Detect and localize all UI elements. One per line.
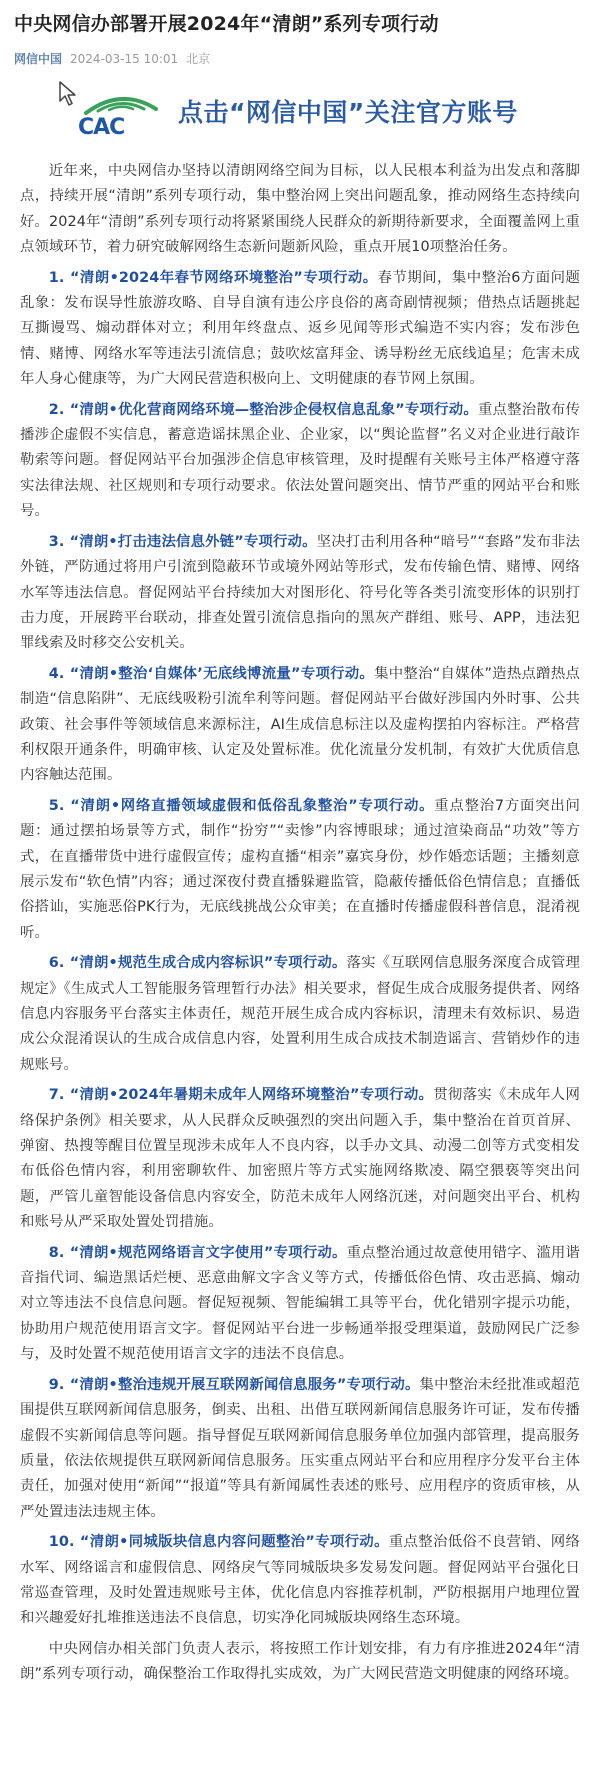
article-paragraph xyxy=(20,266,580,393)
article-date: 2024-03-15 10:01 xyxy=(70,51,179,66)
article-location: 北京 xyxy=(186,52,211,66)
article-paragraph xyxy=(20,398,580,525)
article-paragraph xyxy=(20,1083,580,1235)
article-paragraph xyxy=(20,159,580,261)
banner-text: 点击“网信中国”关注官方账号 xyxy=(178,98,518,127)
paragraph-text: 近年来，中央网信办坚持以清朗网络空间为目标，以人民根本利益为出发点和落脚点，持续开展“清朗”系列专项行动，集中整治网上突出问题乱象，推动网络生态持续向好。2024年“清朗”系列专项行动将紧紧围绕人民群众的新期待新要求，全面覆盖网上重点领域环节，着力研究破解网络生态新问题新风险，重点开展10项整治任务。 xyxy=(20,163,580,256)
article-paragraph xyxy=(20,662,580,789)
paragraph-text: 春节期间，集中整治6方面问题乱象：发布误导性旅游攻略、自导自演有违公序良俗的离奇剧情视频；借热点话题挑起互撕谩骂、煽动群体对立；利用年终盘点、返乡见闻等形式编造不实内容；发布涉色情、赌博、网络水军等违法引流信息；鼓吹炫富拜金、诱导粉丝无底线追星；危害未成年人身心健康等，为广大网民营造积极向上、文明健康的春节网上氛围。 xyxy=(20,269,580,388)
paragraph-text: 贯彻落实《未成年人网络保护条例》相关要求，从人民群众反映强烈的突出问题入手，集中整治在首页首屏、弹窗、热搜等醒目位置呈现涉未成年人不良内容，以手办文具、动漫二创等方式变相发布低俗色情内容，利用密聊软件、加密照片等方式实施网络欺凌、隔空猥亵等突出问题，严管儿童智能设备信息内容安全，防范未成年人网络沉迷，对问题突出平台、机构和账号从严采取处置处罚措施。 xyxy=(20,1087,580,1231)
paragraph-heading: 4. “清朗•整治‘自媒体’无底线博流量”专项行动。 xyxy=(48,665,375,682)
paragraph-heading: 3. “清朗•打击违法信息外链”专项行动。 xyxy=(48,533,317,550)
article-paragraph xyxy=(20,1373,580,1525)
article-paragraph xyxy=(20,951,580,1078)
article-paragraph xyxy=(20,530,580,657)
article-paragraph xyxy=(20,1637,580,1688)
paragraph-heading: 7. “清朗•2024年暑期未成年人网络环境整治”专项行动。 xyxy=(48,1087,434,1104)
paragraph-heading: 1. “清朗•2024年春节网络环境整治”专项行动。 xyxy=(48,269,378,286)
paragraph-heading: 6. “清朗•规范生成合成内容标识”专项行动。 xyxy=(48,955,347,972)
article-meta xyxy=(14,50,586,67)
article-source[interactable]: 网信中国 xyxy=(14,52,63,66)
article-title: 中央网信办部署开展2024年“清朗”系列专项行动 xyxy=(14,13,439,35)
paragraph-text: 集中整治未经批准或超范围提供互联网新闻信息服务，倒卖、出租、出借互联网新闻信息服务许可证，发布传播虚假不实新闻信息等问题。指导督促互联网新闻信息服务单位加强内部管理，提高服务质量，依法依规提供互联网新闻信息服务。压实重点网站平台和应用程序分发平台主体责任，加强对使用“新闻”“报道”等具有新闻属性表述的账号、应用程序的资质审核，从严处置违法违规主体。 xyxy=(20,1376,580,1520)
logo-text: CAC xyxy=(78,115,125,140)
paragraph-text: 集中整治“自媒体”造热点蹭热点制造“信息陷阱”、无底线吸粉引流牟利等问题。督促网站平台做好涉国内外时事、公共政策、社会事件等领域信息来源标注，AI生成信息标注以及虚构摆拍内容标注。严格营利权限开通条件，明确审核、认定及处置标准。优化流量分发机制，有效扩大优质信息内容触达范围。 xyxy=(20,665,580,784)
article-body xyxy=(14,159,586,1688)
paragraph-text: 中央网信办相关部门负责人表示，将按照工作计划安排，有力有序推进2024年“清朗”系列专项行动，确保整治工作取得扎实成效，为广大网民营造文明健康的网络环境。 xyxy=(20,1640,580,1683)
paragraph-heading: 9. “清朗•整治违规开展互联网新闻信息服务”专项行动。 xyxy=(48,1376,420,1393)
paragraph-text: 重点整治散布传播涉企虚假不实信息，蓄意造谣抹黑企业、企业家，以“舆论监督”名义对企业进行敲诈勒索等问题。督促网站平台加强涉企信息审核管理，及时提醒有关账号主体严格遵守落实法律法规、社区规则和专项行动要求。依法处置问题突出、情节严重的网站平台和账号。 xyxy=(20,401,581,520)
paragraph-text: 坚决打击利用各种“暗号”“套路”发布非法外链，严防通过将用户引流到隐蔽环节或境外网站等形式，发布传输色情、赌博、网络水军等违法信息。督促网站平台持续加大对图形化、符号化等各类引流变形体的识别打击力度，开展跨平台联动，排查处置引流信息指向的黑灰产群组、账号、APP，违法犯罪线索及时移交公安机关。 xyxy=(20,533,580,652)
paragraph-text: 重点整治低俗不良营销、网络水军、网络谣言和虚假信息、网络戾气等同城版块多发易发问题。督促网站平台强化日常巡查管理，及时处置违规账号主体，优化信息内容推荐机制，严防根据用户地理位置和兴趣爱好扎堆推送违法不良信息，切实净化同城版块网络生态环境。 xyxy=(20,1534,580,1627)
paragraph-heading: 8. “清朗•规范网络语言文字使用”专项行动。 xyxy=(48,1244,347,1261)
article-paragraph xyxy=(20,1530,580,1632)
article-paragraph xyxy=(20,1241,580,1368)
paragraph-heading: 2. “清朗•优化营商网络环境—整治涉企侵权信息乱象”专项行动。 xyxy=(48,401,478,418)
paragraph-text: 重点整治7方面突出问题：通过摆拍场景等方式，制作“扮穷”“卖惨”内容博眼球；通过渲染商品“功效”等方式，在直播带货中进行虚假宣传；虚构直播“相亲”嘉宾身份，炒作婚恋话题；主播刻意展示发布“软色情”内容；通过深夜付费直播躲避监管，隐蔽传播低俗色情信息；直播低俗搭讪，实施恶俗PK行为，无底线挑战公众审美；在直播时传播虚假科普信息，混淆视听。 xyxy=(20,797,580,941)
paragraph-heading: 10. “清朗•同城版块信息内容问题整治”专项行动。 xyxy=(48,1534,389,1551)
paragraph-text: 重点整治通过故意使用错字、滥用谐音指代词、编造黑话烂梗、恶意曲解文字含义等方式，传播低俗色情、攻击恶搞、煽动对立等违法不良信息问题。督促短视频、智能编辑工具等平台，优化错别字提示功能，协助用户规范使用语言文字。督促网站平台进一步畅通举报受理渠道，鼓励网民广泛参与，及时处置不规范使用语言文字的违法不良信息。 xyxy=(20,1244,580,1363)
paragraph-heading: 5. “清朗•网络直播领域虚假和低俗乱象整治”专项行动。 xyxy=(48,797,435,814)
paragraph-text: 落实《互联网信息服务深度合成管理规定》《生成式人工智能服务管理暂行办法》相关要求，督促生成合成服务提供者、网络信息内容服务平台落实主体责任，规范开展生成合成内容标识，清理未有效标识、易造成公众混淆误认的生成合成信息内容，处置利用生成合成技术制造谣言、营销炒作的违规账号。 xyxy=(20,955,580,1073)
article-paragraph xyxy=(20,794,580,946)
follow-banner[interactable] xyxy=(14,81,586,139)
